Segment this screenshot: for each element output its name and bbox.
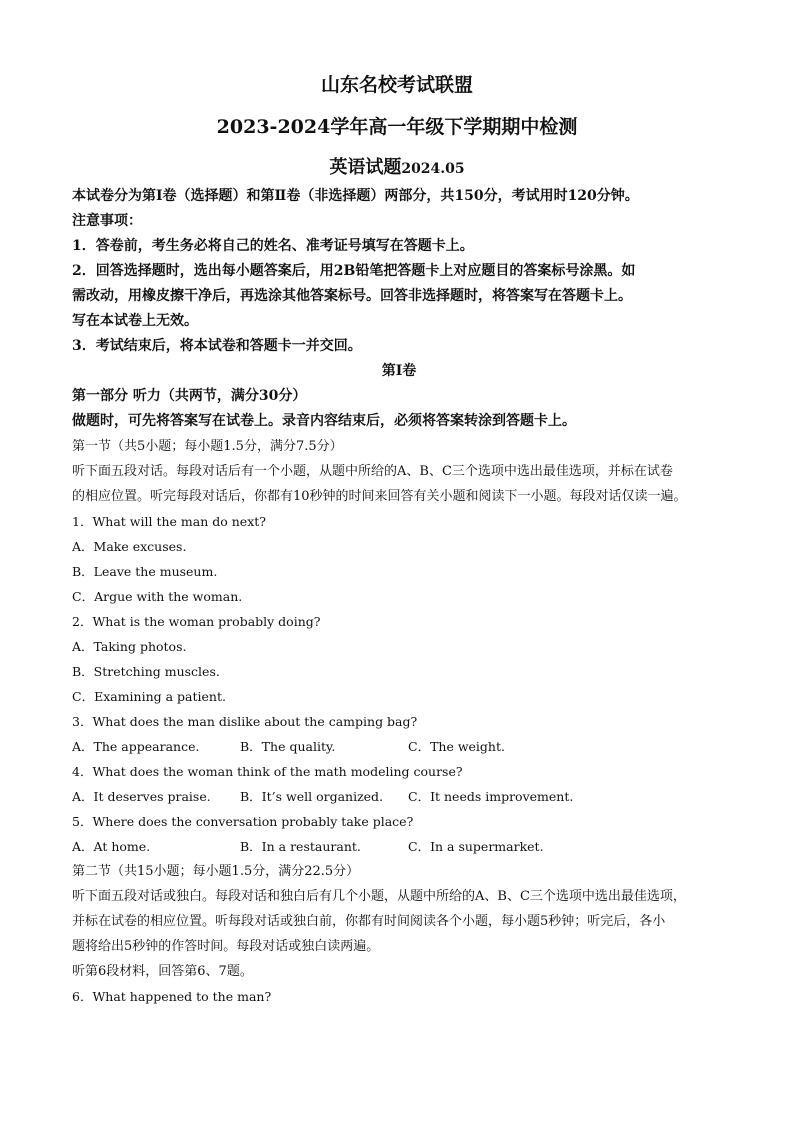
question-5-options	[72, 834, 726, 859]
intro-text: 本试卷分为第Ⅰ卷（选择题）和第Ⅱ卷（非选择题）两部分，共150分，考试用时120分钟。	[72, 188, 639, 204]
question-3-option-b: B．The quality.	[240, 739, 336, 754]
question-2-option-b: B．Stretching muscles.	[72, 664, 220, 679]
section-1-desc-line-2: 的相应位置。听完每段对话后，你都有10秒钟的时间来回答有关小题和阅读下一小题。每段对话仅读一遍。	[72, 489, 687, 504]
question-2-stem: 2．What is the woman probably doing?	[72, 614, 321, 629]
question-2-option-a: A．Taking photos.	[72, 639, 187, 654]
question-4-option-c: C．It needs improvement.	[408, 789, 574, 804]
question-4-option-a: A．It deserves praise.	[72, 789, 211, 804]
question-1-stem: 1．What will the man do next?	[72, 514, 266, 529]
exam-term-title: 2023-2024学年高一年级下学期期中检测	[216, 116, 578, 138]
exam-body	[72, 184, 726, 1009]
question-1-option-b: B．Leave the museum.	[72, 564, 218, 579]
question-2-option-c: C．Examining a patient.	[72, 689, 226, 704]
section-2-desc-line-3: 题将给出5秒钟的作答时间。每段对话或独白读两遍。	[72, 939, 380, 954]
question-4-stem: 4．What does the woman think of the math modeling course?	[72, 764, 463, 779]
part-1-heading: 第一部分 听力（共两节，满分30分）	[72, 388, 307, 404]
question-1-option-c: C．Argue with the woman.	[72, 589, 243, 604]
section-2-desc-line-2: 并标在试卷的相应位置。听每段对话或独白前，你都有时间阅读各个小题，每小题5秒钟；听完后，各小	[72, 914, 666, 929]
section-2-heading: 第二节（共15小题；每小题1.5分，满分22.5分）	[72, 864, 360, 879]
section-2-desc-line-1: 听下面五段对话或独白。每段对话和独白后有几个小题，从题中所给的A、B、C三个选项中选出最佳选项，	[72, 889, 686, 904]
question-3-option-a: A．The appearance.	[72, 739, 200, 754]
question-5-option-c: C．In a supermarket.	[408, 839, 544, 854]
section-1-desc-line-1: 听下面五段对话。每段对话后有一个小题，从题中所给的A、B、C三个选项中选出最佳选项，并标在试卷	[72, 464, 673, 479]
exam-date: 2024.05	[401, 161, 465, 177]
question-3-options	[72, 734, 726, 759]
subject-title	[0, 153, 794, 179]
question-5-stem: 5．Where does the conversation probably take place?	[72, 814, 414, 829]
note-2-line-1: 2．回答选择题时，选出每小题答案后，用2B铅笔把答题卡上对应题目的答案标号涂黑。如	[72, 263, 636, 279]
section-1-heading: 第一节（共5小题；每小题1.5分，满分7.5分）	[72, 439, 343, 454]
note-3: 3．考试结束后，将本试卷和答题卡一并交回。	[72, 338, 362, 354]
question-3-option-c: C．The weight.	[408, 739, 505, 754]
question-4-options	[72, 784, 726, 809]
question-3-stem: 3．What does the man dislike about the camping bag?	[72, 714, 418, 729]
material-6-instruction: 听第6段材料，回答第6、7题。	[72, 964, 253, 979]
notes-heading: 注意事项：	[72, 213, 142, 229]
question-1-option-a: A．Make excuses.	[72, 539, 187, 554]
subject-name: 英语试题	[329, 157, 402, 178]
part-1-note: 做题时，可先将答案写在试卷上。录音内容结束后，必须将答案转涂到答题卡上。	[72, 413, 576, 429]
question-5-option-a: A．At home.	[72, 839, 151, 854]
volume-1-heading: 第Ⅰ卷	[381, 363, 417, 379]
note-1: 1．答卷前，考生务必将自己的姓名、准考证号填写在答题卡上。	[72, 238, 474, 254]
note-2-line-3: 写在本试卷上无效。	[72, 313, 198, 329]
question-6-stem: 6．What happened to the man?	[72, 989, 272, 1004]
exam-alliance-title: 山东名校考试联盟	[320, 74, 473, 96]
question-4-option-b: B．It’s well organized.	[240, 789, 384, 804]
note-2-line-2: 需改动，用橡皮擦干净后，再选涂其他答案标号。回答非选择题时，将答案写在答题卡上。	[72, 288, 632, 304]
question-5-option-b: B．In a restaurant.	[240, 839, 361, 854]
